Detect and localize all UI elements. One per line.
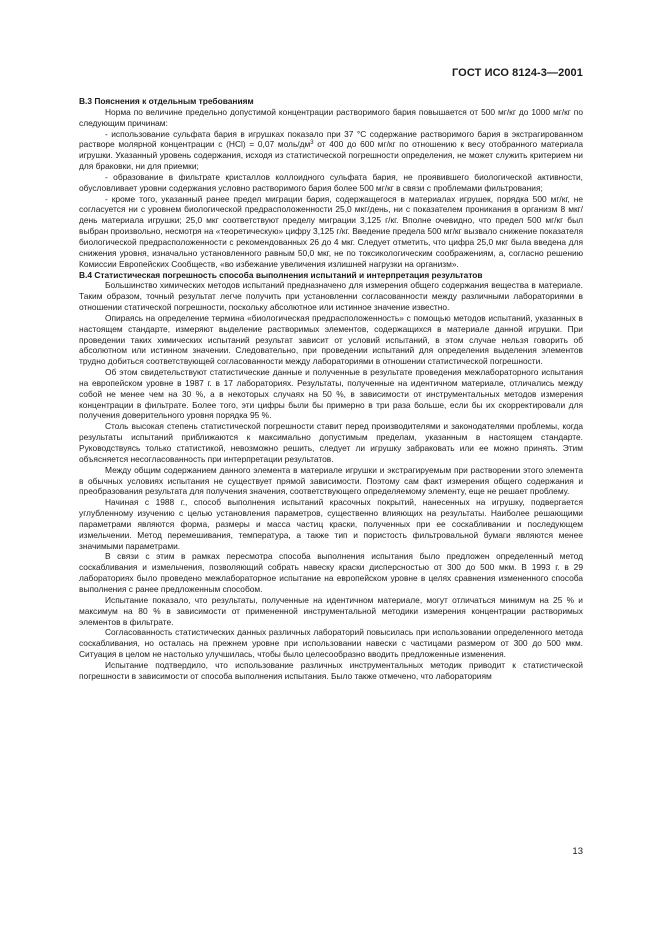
- superscript: 3: [310, 140, 314, 147]
- section-b4-heading: В.4 Статистическая погрешность способа выполнения испытаний и интерпретация результатов: [79, 269, 483, 280]
- paragraph: Согласованность статистических данных различных лабораторий повысилась при использовании определенного метода соскабливания, но осталась на прежнем уровне при использовании навески с частицами размером от 300 до 500 мкм. Ситуация в целом не настолько улучшилась, чтобы было целесообразно вводить предложенные изменения.: [79, 627, 583, 660]
- paragraph: [79, 129, 583, 172]
- paragraph: - образование в фильтрате кристаллов коллоидного сульфата бария, не проявившего биологической активности, обусловливает уровни содержания условно растворимого бария более 500 мг/кг в связи с проблемами фильтрования;: [79, 171, 583, 193]
- paragraph: Столь высокая степень статистической погрешности ставит перед производителями и законодателями проблемы, когда результаты испытаний приближаются к максимально допустимым пределам, указанным в настоящем стандарте. Руководствуясь только статистикой, невозможно решить, следует ли игрушку забраковать или ее можно принять. Этим объясняется несогласованность при интерпретации результатов.: [79, 421, 583, 464]
- document-body: [79, 96, 583, 682]
- paragraph-text: от 400 до 600 мг/кг по отношению к весу отобранного материала игрушки. Указанный уровень содержания, исходя из статистической погрешности определения, не может служить критерием ни для браковки, ни для приемки;: [79, 139, 583, 172]
- page-number: 13: [572, 846, 583, 857]
- paragraph: Между общим содержанием данного элемента в материале игрушки и экстрагируемым при растворении этого элемента в обычных условиях испытания не существует прямой зависимости. Поэтому сам факт измерения общего содержания и преобразования результата для получения значения, соответствующего определяемому элементу, еще не решает проблему.: [79, 464, 583, 497]
- paragraph: Испытание показало, что результаты, полученные на идентичном материале, могут отличаться минимум на 25 % и максимум на 80 % в зависимости от примененной инструментальной методики измерения концентрации растворимых элементов в фильтрате.: [79, 594, 583, 627]
- paragraph: Норма по величине предельно допустимой концентрации растворимого бария повышается от 500 мг/кг до 1000 мг/кг по следующим причинам:: [79, 106, 583, 128]
- document-header: ГОСТ ИСО 8124-3—2001: [451, 67, 583, 79]
- paragraph: Опираясь на определение термина «биологическая предрасположенность» с помощью методов испытаний, указанных в настоящем стандарте, измеряют выделение растворимых элементов, содержащихся в материале данной игрушки. При проведении таких химических испытаний результат зависит от условий испытаний, в этом случае нельзя говорить об абсолютном или истинном значении. Следовательно, при проведении испытаний для определения выделения элементов трудно добиться соответствующей согласованности между лабораториями в отношении статистической погрешности.: [79, 312, 583, 367]
- paragraph: Об этом свидетельствуют статистические данные и полученные в результате проведения межлабораторного испытания на европейском уровне в 1987 г. в 17 лабораториях. Результаты, полученные на идентичном материале, отличались между собой не менее чем на 30 %, а в некоторых случаях на 50 %, в зависимости от инструментальных методов измерения концентрации в фильтрате. Более того, эти цифры были бы примерно в три раза больше, если бы их скорректировали для получения доверительного уровня порядка 95 %.: [79, 367, 583, 421]
- paragraph: В связи с этим в рамках пересмотра способа выполнения испытания было предложен определенный метод соскабливания и измельчения, позволяющий собрать навеску краски дисперсностью от 300 до 500 мкм. В 1993 г. в 29 лабораториях было проведено межлабораторное испытание на европейском уровне в целях сравнения измененного способа выполнения с ранее предложенным способом.: [79, 551, 583, 594]
- paragraph: Начиная с 1988 г., способ выполнения испытаний красочных покрытий, нанесенных на игрушку, подвергается углубленному изучению с целью установления параметров, существенно влияющих на результаты. Наиболее решающими параметрами являются форма, размеры и масса частиц краски, полученных при ее соскабливании и последующем измельчении. Метод перемешивания, температура, а также тип и пористость фильтровальной бумаги являются менее значимыми параметрами.: [79, 497, 583, 551]
- section-b3-heading: В.3 Пояснения к отдельным требованиям: [79, 96, 254, 106]
- paragraph: - кроме того, указанный ранее предел миграции бария, содержащегося в материалах игрушек, порядка 500 мг/кг, не согласуется ни с уровнем биологической предрасположенности 25,0 мкг/день, ни с показателем проникания в организм 8 мкг/день материала игрушки; 25,0 мкг соответствуют пределу миграции 3,125 г/кг. Вполне очевидно, что предел 500 мг/кг был выбран произвольно, несмотря на «теоретическую» цифру 3,125 г/кг. Введение предела 500 мг/кг вызвало снижение показателя биологической предрасположенности с рекомендованных 26 до 4 мкг. Следует отметить, что цифра 25,0 мкг была введена для снижения уровня, изначально установленного равным 50,0 мкг, не по токсикологическим соображениям, а, согласно решению Комиссии Европейских Сообществ, «во избежание увеличения излишней нагрузки на организм».: [79, 193, 583, 269]
- paragraph-text: - использование сульфата бария в игрушках показало при 37 °С содержание растворимого бария в экстрагированном растворе молярной концентрации с (HCl) = 0,07 моль/дм: [79, 128, 583, 150]
- paragraph: Испытание подтвердило, что использование различных инструментальных методик приводит к статистической погрешности в зависимости от способа выполнения испытания. Было также отмечено, что лабораториям: [79, 659, 583, 681]
- paragraph: Большинство химических методов испытаний предназначено для измерения общего содержания вещества в материале. Таким образом, точный результат легче получить при установленни согласованности между различными лабораториями в отношении статической погрешности, поскольку абсолютное или истинное значение известно.: [79, 280, 583, 313]
